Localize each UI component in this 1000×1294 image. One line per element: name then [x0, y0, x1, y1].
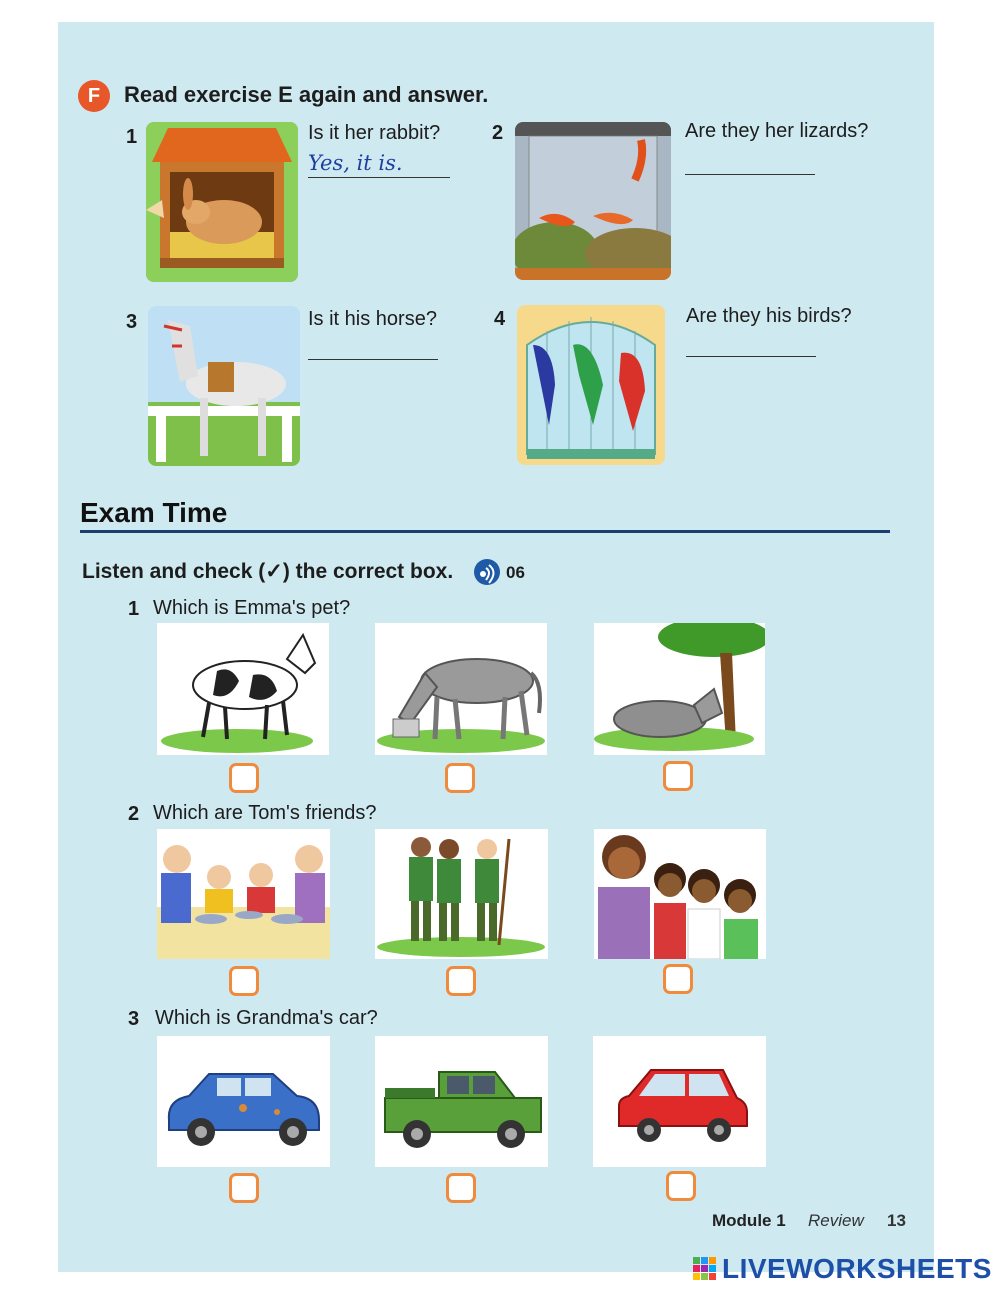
option-hikers[interactable]	[375, 829, 548, 959]
option-green-pickup[interactable]	[375, 1036, 548, 1167]
checkbox[interactable]	[663, 761, 693, 791]
option-horse-drinking[interactable]	[375, 623, 547, 755]
question-text: Which is Emma's pet?	[153, 597, 351, 619]
rabbit-picture	[146, 122, 298, 282]
option-donkey-resting[interactable]	[594, 623, 765, 755]
question-number: 3	[128, 1008, 140, 1030]
divider	[80, 530, 890, 533]
question-number: 2	[128, 803, 140, 825]
section-title: Read exercise E again and answer.	[124, 82, 489, 107]
item-number: 2	[492, 122, 504, 144]
question-text: Is it her rabbit?	[308, 122, 441, 144]
answer-line[interactable]	[685, 174, 815, 175]
checkbox[interactable]	[663, 964, 693, 994]
answer-line[interactable]	[308, 177, 450, 178]
checkbox[interactable]	[666, 1171, 696, 1201]
option-smiling-group[interactable]	[594, 829, 766, 959]
item-number: 3	[126, 311, 138, 333]
checkbox[interactable]	[229, 966, 259, 996]
option-family-dinner[interactable]	[157, 829, 330, 959]
checkbox[interactable]	[445, 763, 475, 793]
answer-text[interactable]: Yes, it is.	[308, 151, 403, 175]
question-text: Are they her lizards?	[685, 120, 869, 142]
answer-line[interactable]	[686, 356, 816, 357]
option-goat[interactable]	[157, 623, 329, 755]
answer-line[interactable]	[308, 359, 438, 360]
brand-name: LIVEWORKSHEETS	[722, 1253, 992, 1284]
section-badge: F	[78, 80, 110, 112]
checkbox[interactable]	[446, 966, 476, 996]
page-number: 13	[887, 1211, 906, 1230]
exam-title: Exam Time	[80, 497, 228, 528]
horse-picture	[148, 306, 300, 466]
question-number: 1	[128, 598, 140, 620]
question-text: Are they his birds?	[686, 305, 852, 327]
lizards-picture	[515, 122, 671, 280]
item-number: 4	[494, 308, 506, 330]
birds-picture	[517, 305, 665, 465]
track-number: 06	[506, 563, 525, 582]
exam-instruction: Listen and check (✓) the correct box.	[82, 560, 454, 583]
question-text: Which are Tom's friends?	[153, 802, 377, 824]
option-red-hatchback[interactable]	[593, 1036, 766, 1167]
option-old-blue-car[interactable]	[157, 1036, 330, 1167]
liveworksheets-logo-icon	[692, 1256, 718, 1282]
checkbox[interactable]	[229, 1173, 259, 1203]
question-text: Is it his horse?	[308, 308, 437, 330]
review-label: Review	[808, 1211, 864, 1230]
module-label: Module 1	[712, 1211, 786, 1230]
question-text: Which is Grandma's car?	[155, 1007, 378, 1029]
item-number: 1	[126, 126, 138, 148]
audio-icon[interactable]	[474, 559, 500, 585]
checkbox[interactable]	[446, 1173, 476, 1203]
checkbox[interactable]	[229, 763, 259, 793]
